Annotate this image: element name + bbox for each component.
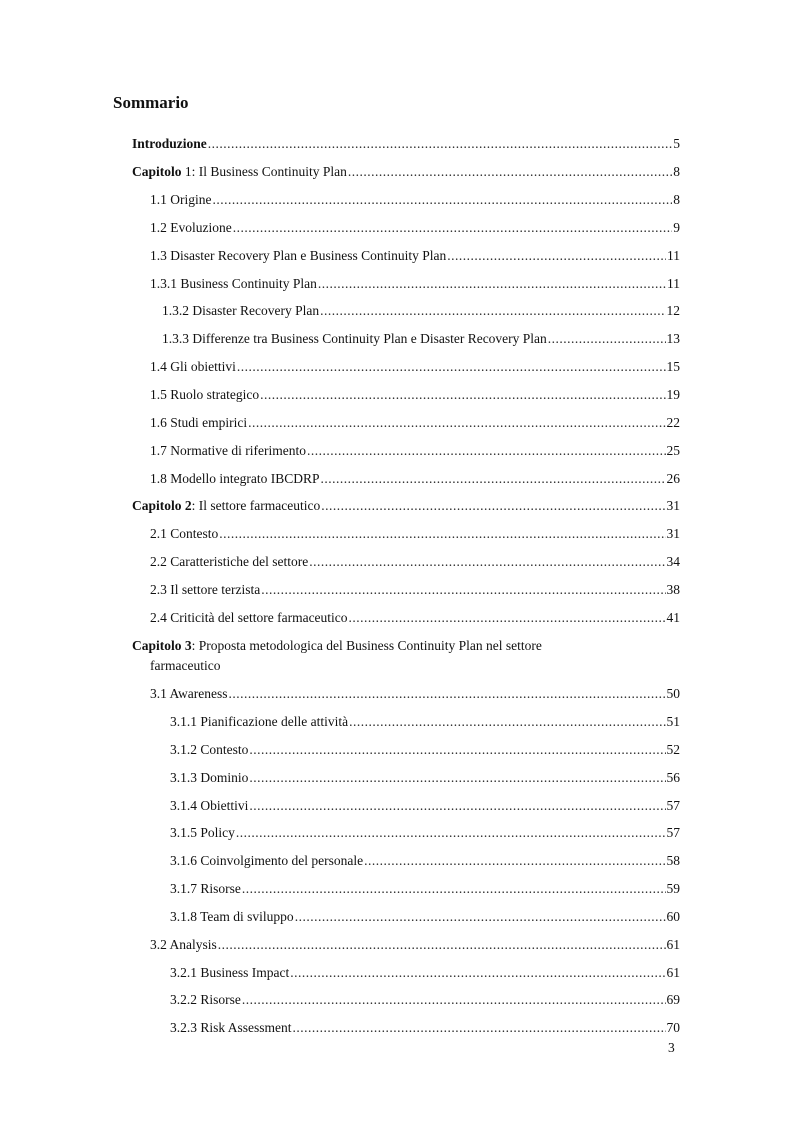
toc-entry-3-1-3: 3.1.3 Dominio ..... 56 — [170, 769, 680, 787]
toc-entry-3-1-5: 3.1.5 Policy ..... 57 — [170, 824, 680, 842]
toc-entry-capitolo-3-continuation: farmaceutico — [150, 658, 221, 673]
toc-entry-1-3-3: 1.3.3 Differenze tra Business Continuity Plan e Disaster Recovery Plan ..... 13 — [162, 330, 680, 348]
toc-entry-1-4: 1.4 Gli obiettivi ..... 15 — [150, 358, 680, 376]
toc-entry-1-3: 1.3 Disaster Recovery Plan e Business Continuity Plan ..... 11 — [150, 247, 680, 265]
toc-entry-1-1: 1.1 Origine ..... 8 — [150, 191, 680, 209]
toc-entry-3-1-8: 3.1.8 Team di sviluppo ..... 60 — [170, 908, 680, 926]
toc-entry-1-3-1: 1.3.1 Business Continuity Plan ..... 11 — [150, 275, 680, 293]
toc-entry-2-1: 2.1 Contesto ..... 31 — [150, 525, 680, 543]
toc-entry-capitolo-1: Capitolo 1: Il Business Continuity Plan ..... 8 — [132, 163, 680, 181]
page-title: Sommario — [113, 93, 189, 112]
toc-entry-2-2: 2.2 Caratteristiche del settore ..... 34 — [150, 553, 680, 571]
page-number: 3 — [668, 1040, 675, 1055]
toc-entry-3-1-4: 3.1.4 Obiettivi ..... 57 — [170, 797, 680, 815]
toc-entry-capitolo-3: Capitolo 3: Proposta metodologica del Business Continuity Plan nel settore — [132, 638, 542, 653]
toc-entry-1-2: 1.2 Evoluzione ..... 9 — [150, 219, 680, 237]
toc-entry-1-8: 1.8 Modello integrato IBCDRP ..... 26 — [150, 470, 680, 488]
toc-entry-3-1-7: 3.1.7 Risorse ..... 59 — [170, 880, 680, 898]
toc-entry-3-1-6: 3.1.6 Coinvolgimento del personale ..... 58 — [170, 852, 680, 870]
toc-entry-introduzione: Introduzione ..... 5 — [132, 135, 680, 153]
toc-entry-3-1: 3.1 Awareness ..... 50 — [150, 685, 680, 703]
toc-entry-1-6: 1.6 Studi empirici ..... 22 — [150, 414, 680, 432]
toc-entry-3-2: 3.2 Analysis ..... 61 — [150, 936, 680, 954]
toc-entry-3-2-2: 3.2.2 Risorse ..... 69 — [170, 991, 680, 1009]
toc-entry-3-1-1: 3.1.1 Pianificazione delle attività ..... 51 — [170, 713, 680, 731]
toc-entry-2-3: 2.3 Il settore terzista ..... 38 — [150, 581, 680, 599]
toc-entry-3-2-1: 3.2.1 Business Impact ..... 61 — [170, 964, 680, 982]
toc-entry-2-4: 2.4 Criticità del settore farmaceutico ..... 41 — [150, 609, 680, 627]
toc-entry-capitolo-2: Capitolo 2: Il settore farmaceutico ..... 31 — [132, 497, 680, 515]
toc-entry-1-3-2: 1.3.2 Disaster Recovery Plan ..... 12 — [162, 302, 680, 320]
toc-entry-1-5: 1.5 Ruolo strategico ..... 19 — [150, 386, 680, 404]
toc-entry-3-1-2: 3.1.2 Contesto ..... 52 — [170, 741, 680, 759]
toc-entry-1-7: 1.7 Normative di riferimento ..... 25 — [150, 442, 680, 460]
toc-entry-3-2-3: 3.2.3 Risk Assessment ..... 70 — [170, 1019, 680, 1037]
